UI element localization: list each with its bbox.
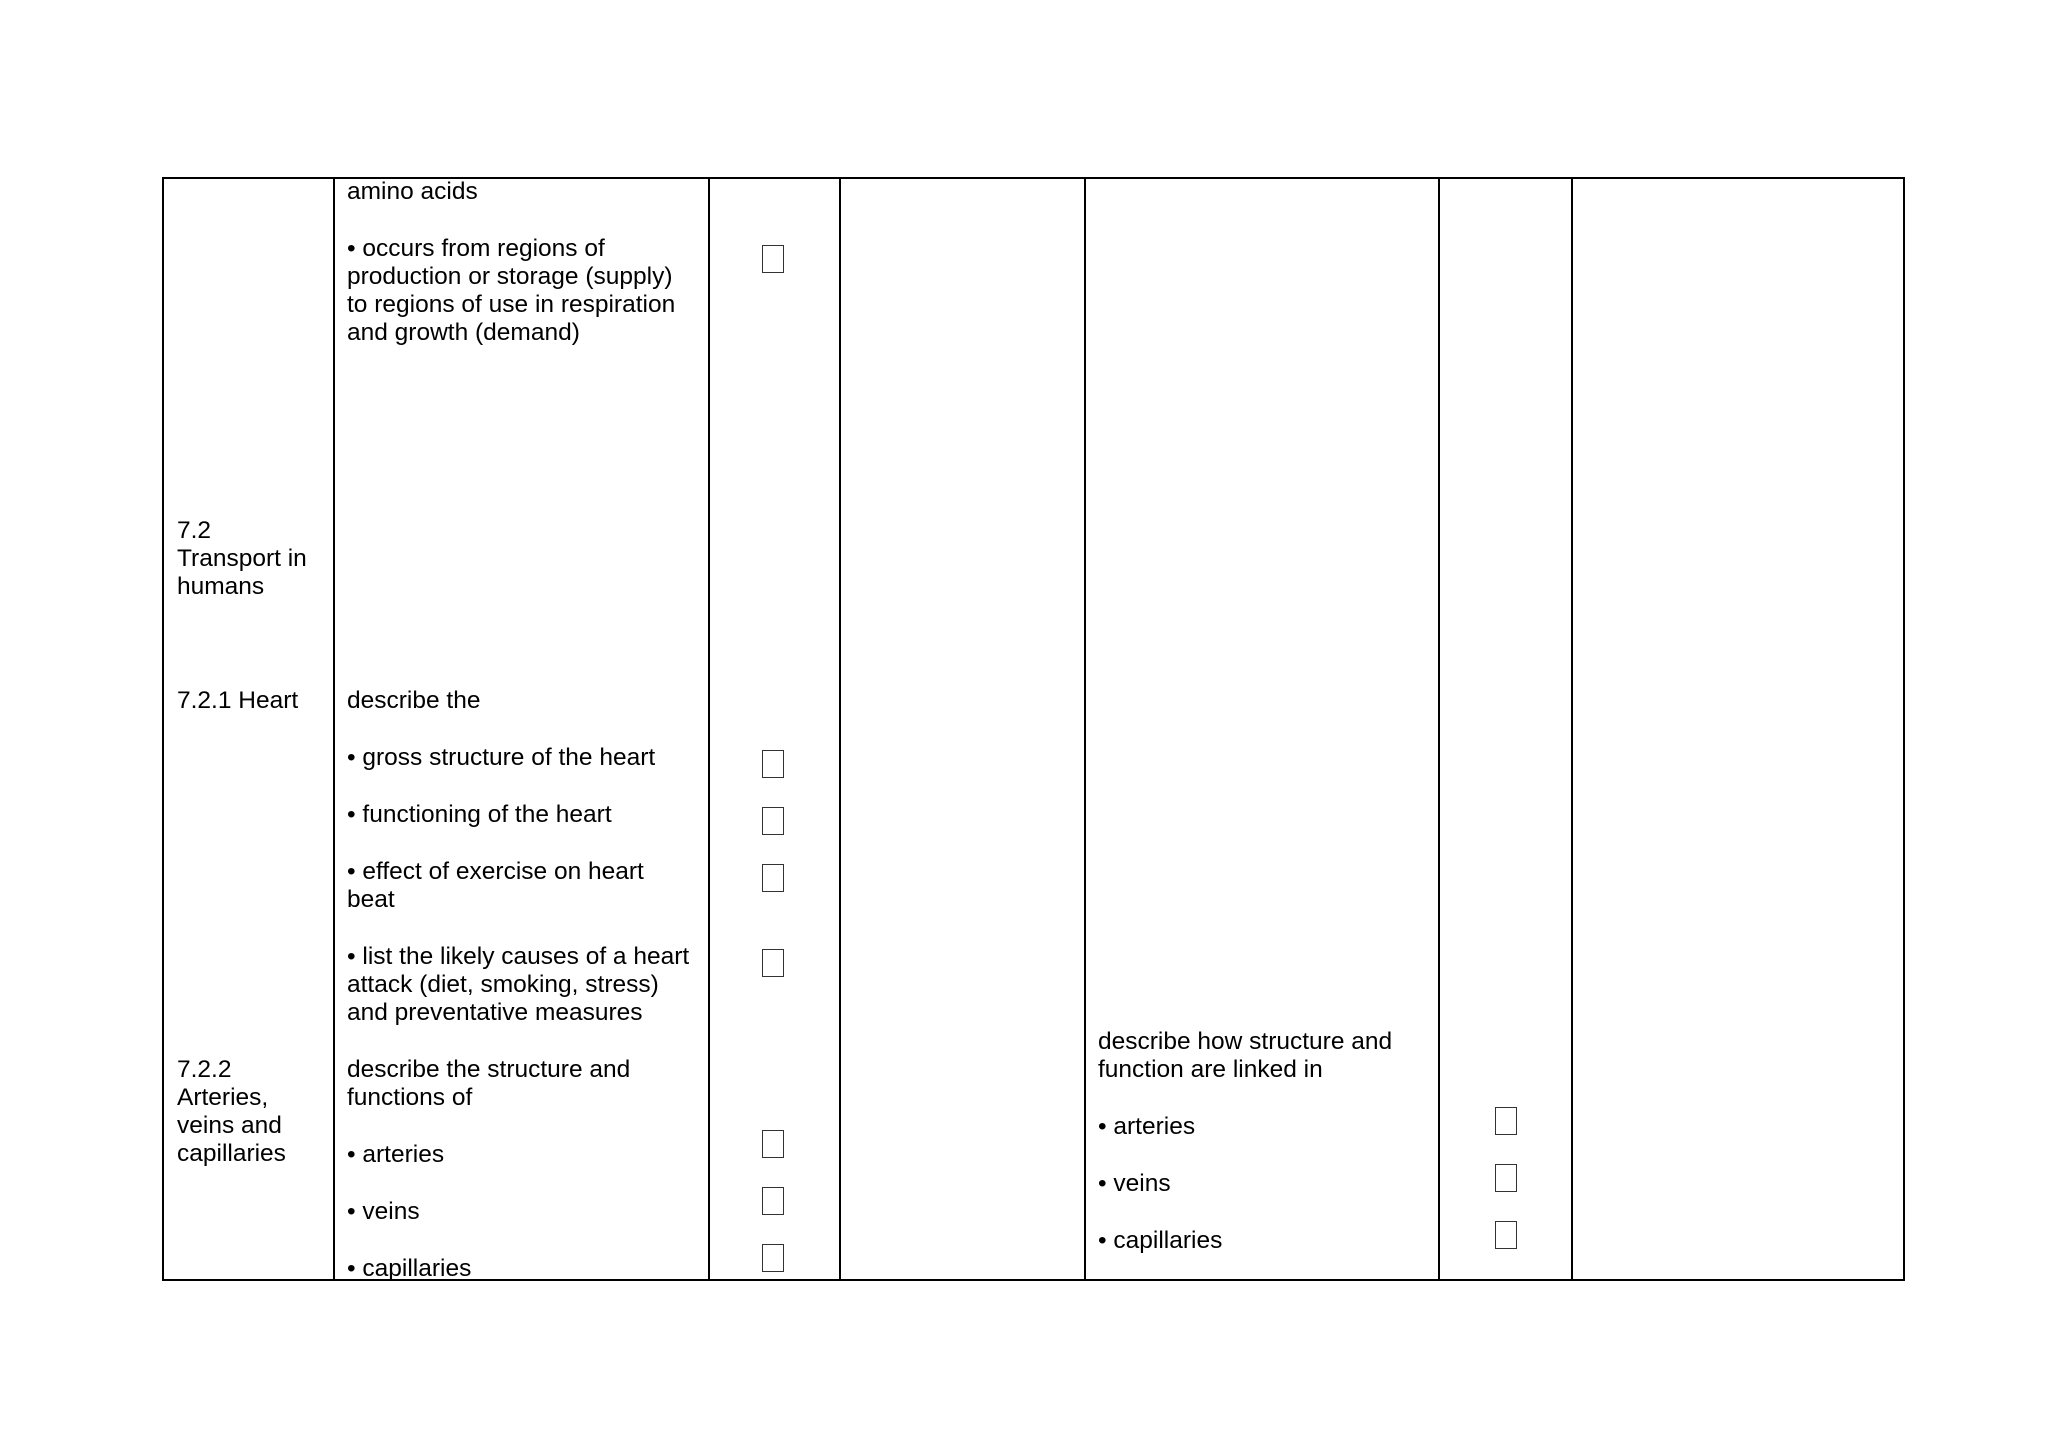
extended-arteries-item: • arteries — [1098, 1113, 1196, 1140]
continued-text: amino acids — [347, 178, 478, 205]
vessels-topic-line-1: Arteries, — [177, 1084, 269, 1111]
column-divider-notes — [1084, 177, 1086, 1281]
core-veins-item: • veins — [347, 1198, 420, 1225]
column-divider-extended — [1438, 177, 1440, 1281]
heart-attack-line-1: • list the likely causes of a heart — [347, 943, 690, 970]
checkbox-core-veins[interactable] — [762, 1187, 784, 1215]
section-number: 7.2 — [177, 517, 212, 544]
heart-attack-line-3: and preventative measures — [347, 999, 643, 1026]
column-divider-core-check — [839, 177, 841, 1281]
checkbox-exercise-effect[interactable] — [762, 864, 784, 892]
supply-demand-line-1: • occurs from regions of — [347, 235, 605, 262]
column-divider-core — [708, 177, 710, 1281]
core-arteries-item: • arteries — [347, 1141, 445, 1168]
heart-topic-label: 7.2.1 Heart — [177, 687, 299, 714]
heart-intro: describe the — [347, 687, 481, 714]
section-title-line-1: Transport in — [177, 545, 307, 572]
checkbox-heart-attack[interactable] — [762, 949, 784, 977]
checkbox-extended-capillaries[interactable] — [1495, 1221, 1517, 1249]
exercise-effect-line-2: beat — [347, 886, 395, 913]
extended-capillaries-item: • capillaries — [1098, 1227, 1223, 1254]
linked-intro-line-2: function are linked in — [1098, 1056, 1323, 1083]
heart-function-item: • functioning of the heart — [347, 801, 612, 828]
supply-demand-line-2: production or storage (supply) — [347, 263, 673, 290]
exercise-effect-line-1: • effect of exercise on heart — [347, 858, 644, 885]
checkbox-extended-veins[interactable] — [1495, 1164, 1517, 1192]
vessels-intro-line-2: functions of — [347, 1084, 473, 1111]
checkbox-heart-function[interactable] — [762, 807, 784, 835]
checkbox-heart-structure[interactable] — [762, 750, 784, 778]
checkbox-supply-demand[interactable] — [762, 245, 784, 273]
heart-structure-item: • gross structure of the heart — [347, 744, 656, 771]
vessels-intro-line-1: describe the structure and — [347, 1056, 631, 1083]
checkbox-extended-arteries[interactable] — [1495, 1107, 1517, 1135]
vessels-topic-line-3: capillaries — [177, 1140, 286, 1167]
linked-intro-line-1: describe how structure and — [1098, 1028, 1393, 1055]
column-divider-extended-check — [1571, 177, 1573, 1281]
heart-attack-line-2: attack (diet, smoking, stress) — [347, 971, 659, 998]
core-capillaries-item: • capillaries — [347, 1255, 472, 1282]
column-divider-topic — [333, 177, 335, 1281]
checkbox-core-arteries[interactable] — [762, 1130, 784, 1158]
vessels-topic-number: 7.2.2 — [177, 1056, 232, 1083]
vessels-topic-line-2: veins and — [177, 1112, 282, 1139]
checkbox-core-capillaries[interactable] — [762, 1244, 784, 1272]
supply-demand-line-3: to regions of use in respiration — [347, 291, 676, 318]
section-title-line-2: humans — [177, 573, 265, 600]
supply-demand-line-4: and growth (demand) — [347, 319, 580, 346]
extended-veins-item: • veins — [1098, 1170, 1171, 1197]
